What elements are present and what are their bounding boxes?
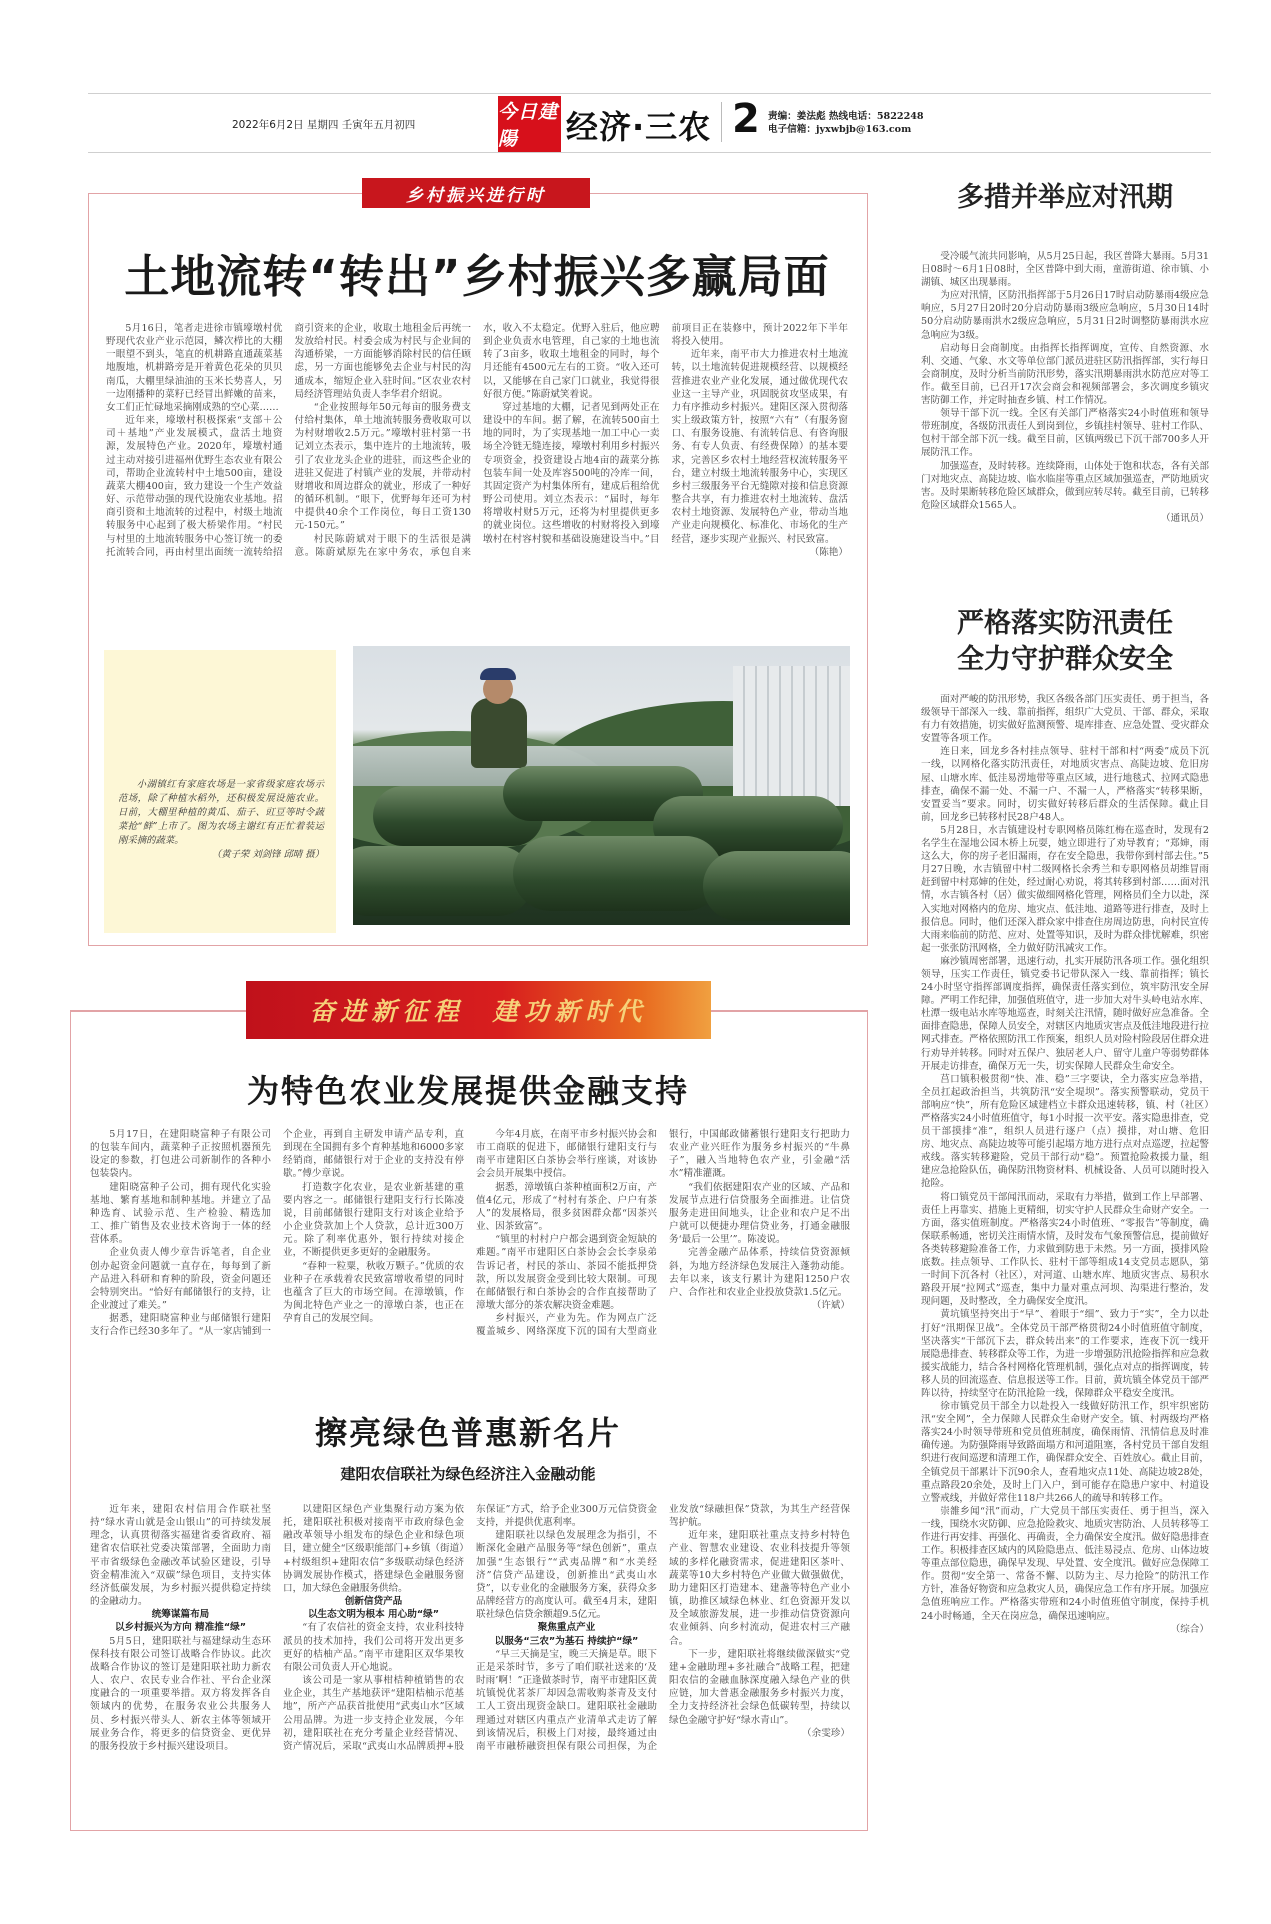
frame-rule-left [70,1010,246,1012]
article-flood-responsibility-body [921,693,1209,1636]
paragraph: “有了农信社的资金支持，农业科技特派员的技术加持，我们公司将开发出更多更好的桔柚产品。”南平市建阳区双华果牧有限公司负责人开心地说。 [283,1622,464,1673]
paragraph: 村民陈蔚斌对于眼下的生活很是满意。陈蔚斌原先在家中务农，承包自来水，收入不太稳定。优野入驻后，他应聘到企业负责水电管理，自己家的土地也流转了3亩多，收取土地租金的同时，每个月还能有4500元左右的工资。“收入还可以，又能够在自己家门口就业，我觉得很好很方便。”陈蔚斌笑着说。 [294,323,660,558]
paragraph: “镇里的村村户户都会遇到资金短缺的难题。”南平市建阳区白茶协会会长李泉弟告诉记者，村民的茶山、茶园不能抵押贷款，所以发展资金受到比较大限制。可现在邮储银行和白茶协会的合作直接帮助了漳墩大部分的茶农解决资金难题。 [476,1234,657,1312]
editor-email: 电子信箱：jyxwbjb@163.com [768,124,912,135]
paragraph: “我们依据建阳农产业的区域、产品和发展节点进行信贷服务全面推进。让信贷服务走进田间地头，让企业和农户足不出户就可以便捷办理信贷业务，打通金融服务‘最后一公里’”。陈凌说。 [669,1181,850,1246]
banner-right-text: 建功新时代 [492,997,648,1026]
subheading: 以服务“三农”为基石 持续护“绿” [494,1635,639,1647]
paragraph: 下一步，建阳联社将继续做深做实“党建+金融助理+多社融合”战略工程，把建阳农信的金融血脉深度融入绿色产业的供应链，加大普惠金融服务乡村振兴力度，全力支持经济社会绿色低碳转型，持续以绿色金融守护好“绿水青山”。 [669,1648,850,1726]
paragraph: “早三天摘是宝，晚三天摘是草。眼下正是采茶时节，多亏了咱们联社送来的‘及时雨’啊！”正逢做茶时节，南平市建阳区黄坑镇悦优茗茶厂却因急需收购茶青及支付工人工资出现资金缺口。建阳联社金融助理通过对辖区内重点产业清单式走访了解到该情况后，积极上门对接，最终通过由南平市融桥融资担保有限公司担保，为企业发放“绿融担保”贷款，为其生产经营保驾护航。 [476,1504,850,1752]
frame-rule-right [711,1010,868,1012]
paragraph: 为应对汛情，区防汛指挥部于5月26日17时启动防暴雨4级应急响应，5月27日20时20分启动防暴雨3级应急响应，5月30日14时50分启动防暴雨洪水2级应急响应，5月31日2时调整防暴雨洪水应急响应为3级。 [921,290,1209,341]
paragraph: 莒口镇积极贯彻“快、准、稳”三字要诀，全力落实应急举措，全员扛起政治担当，共筑防汛“安全堤坝”。落实预警联动，党员干部响应“快”，所有危险区域建档立卡群众迅速转移，镇、村（社区）严格落实24小时值班值守，每1小时报一次平安。落实隐患排查，党员干部摸排“准”，组织人员进行逐户（点）摸排，对山塘、危旧房、地灾点、高陡边坡等可能引起塌方地方进行点对点巡逻，拉起警戒线。落实转移避险，党员干部行动“稳”。预置抢险救援力量，组建应急抢险队伍，确保防汛物资材料、机械设备、人员可以随时投入抢险。 [921,1073,1209,1190]
headline-line-2: 全力守护群众安全 [957,644,1173,675]
byline: （余雯珍） [802,1727,850,1739]
paragraph: 面对严峻的防汛形势，我区各级各部门压实责任、勇于担当，各级领导干部深入一线、靠前指挥，组织广大党员、干部、群众，采取有力有效措施，切实做好监测预警、堤库排查、应急处置、受灾群众安置等各项工作。 [921,694,1209,745]
column-banner-new-journey [246,981,711,1039]
photo-caption: 小湖镇红有家庭农场是一家省级家庭农场示范场，除了种植水稻外，还积极发展设施农业。日前，大棚里种植的黄瓜、茄子、豇豆等时令蔬菜抢“鲜”上市了。图为农场主谢红有正忙着装运刚采摘的蔬菜。 [118,779,324,846]
paragraph: 徐市镇党员干部全力以赴投入一线做好防汛工作，织牢织密防汛“安全网”，全力保障人民群众生命财产安全。镇、村两级均严格落实24小时领导带班和党员值班制度，确保雨情、汛情信息及时准确传递。为防强降雨导致路面塌方和河道阻塞，各村党员干部自发组织进行夜间巡逻和清理工作，确保群众安全、百姓放心。截止目前，全镇党员干部累计下沉90余人，查看地灾点11处、高陡边坡28处，重点路段20余处，及时上门入户，到可能存在隐患户家中、村道设立警戒线，并做好常住118户共266人的疏导和转移工作。 [921,1401,1209,1504]
editor-info [768,110,924,136]
header-top-rule [88,93,1211,94]
paragraph: 5月17日，在建阳晓富种子有限公司的包装车间内，蔬菜种子正按照机器预先设定的参数，打包进公司新制作的各种小包装袋内。 [90,1129,271,1180]
editor-hotline: 责编：姜法彪 热线电话：5822248 [768,111,924,122]
article-finance-body [90,1128,850,1396]
paragraph: 穿过基地的大棚，记者见到两处正在建设中的车间。据了解，在流转500亩土地的同时，为了实现基地一加工中心一卖场全冷链无缝连接，壕墩村利用乡村振兴专项资金，投资建设占地4亩的蔬菜分拣包装车间一处及库容500吨的冷库一间，其固定资产为村集体所有，建成后租给优野公司使用。刘立杰表示：“届时，每年将增收村财5万元，还将为村里提供更多的就业岗位。这些增收的村财将投入到壕墩村在村容村貌和基础设施建设当中。”目前项目正在装修中，预计2022年下半年将投入使用。 [483,323,848,545]
paragraph: “春种一粒粟，秋收万颗子。”优质的农业种子在承载着农民致富增收希望的同时也蕴含了巨大的市场空间。在漳墩镇，作为闽北特色产业之一的漳墩白茶，也正在孕育自己的发展空间。 [283,1260,464,1325]
paragraph: 完善金融产品体系，持续信贷资源倾斜，为地方经济绿色发展注入蓬勃动能。去年以来，该支行累计为建阳1250户农户、合作社和农业企业投放贷款1.5亿元。 [669,1247,850,1298]
headline-flood-measures: 多措并举应对汛期 [957,182,1173,213]
photo-farmer-cucumbers [353,646,850,925]
paragraph: 黄坑镇坚持突出于“早”、着眼于“细”、致力于“实”，全力以赴打好“汛期保卫战”。全体党员干部严格贯彻24小时值班值守制度，坚决落实“干部沉下去，群众转出来”的工作要求，连夜下沉一线开展隐患排查、转移群众等工作，为进一步增强防汛抢险指挥和应急救援实战能力，结合各村网格化管理机制，强化点对点的指挥调度，转移人员的回流巡查、信息报送等工作。目前，黄坑镇全体党员干部严阵以待，持续坚守在防汛抢险一线，保障群众平稳安全度汛。 [921,1309,1209,1399]
paragraph: 5月5日，建阳联社与福建绿动生态环保科技有限公司签订战略合作协议。此次战略合作协议的签订是建阳联社助力新农人、农户、农民专业合作社、平台企业深度融合的一项重要举措。双方将发挥各自领域内的优势，在服务农业公共服务人员、乡村振兴带头人、新农主体等领域开展业务合作，将更多的信贷资金、更优异的服务投放于乡村振兴建设项目。 [90,1635,271,1752]
byline: （综合） [1170,1623,1209,1635]
paragraph: 近年来，南平市大力推进农村土地流转，以土地流转促进规模经营、以规模经营推进农业产业化发展，通过做优现代农业这一主导产业，巩固脱贫攻坚成果，有力有序推动乡村振兴。建阳区深入贯彻落实上级政策方针，按照“六有”（有服务窗口、有服务设施、有流转信息、有咨询服务、有专人负责、有经费保障）的基本要求，完善区乡农村土地经营权流转服务平台，建立村级土地流转服务中心，实现区乡村三级服务平台无缝隙对接和信息资源整合共享，有力推进农村土地流转、盘活农村土地资源、发展特色产业，带动当地产业走向规模化、标准化、市场化的生产经营，逐步实现产业振兴、村民致富。 [671,349,848,545]
paragraph: 受冷暖气流共同影响，从5月25日起，我区普降大暴雨。5月31日08时～6月1日08时，全区普降中到大雨，童游街道、徐市镇、小湖镇、城区出现暴雨。 [921,251,1209,289]
paragraph: 加强巡查，及时转移。连续降雨，山体处于饱和状态，各有关部门对地灾点、高陡边坡、临水临崖等重点区域加强巡查，严防地质灾害。及时果断转移危险区域群众，做到应转尽转。截至目前，已转移危险区域群众1565人。 [921,460,1209,511]
newspaper-logo: 今日建陽 [498,96,561,152]
paragraph: 乡村振兴，产业为先。作为网点广泛覆盖城乡、网络深度下沉的国有大型商业银行，中国邮政储蓄银行建阳支行把助力农业产业兴旺作为服务乡村振兴的“牛鼻子”，融入当地特色农产业，引金融“活水”精准灌溉。 [476,1129,850,1338]
paragraph: 5月28日，水吉镇建设村专职网格员陈红梅在巡查时，发现有2名学生在湿地公园木桥上玩耍，她立即进行了劝导教育；“郑婶，雨这么大，你的房子老旧漏雨，存在安全隐患，我带你到村部去住。”5月27日晚，水吉镇留中村二级网格长余秀兰和专职网格员胡维冒雨赶到留中村郑婶的住处，经过耐心劝说，将其转移到村部……面对汛情，水吉镇各村（居）做实做细网格化管理，网格员们全力以赴，深入实地对网格内的危房、地灾点、低洼地、道路等进行排查，及时上报信息。同时，他们还深入群众家中排查住房周边防患，向村民宣传大雨来临前的防范、应对、处置等知识，及时为群众排忧解难，织密起一张张防汛网格，全力做好防汛减灾工作。 [921,824,1209,954]
headline-green-finance: 擦亮绿色普惠新名片 [314,1414,621,1452]
paragraph: 近年来，建阳联社重点支持乡村特色产业、智慧农业建设、农业科技提升等领域的多样化融资需求，促进建阳区茶叶、蔬菜等10大乡村特色产业做大做强做优，助力建阳区打造建本、建盏等特色产业小镇，助推区域绿色林业、红色资源开发以及全域旅游发展，进一步推动信贷资源向农业倾斜、向乡村流动，促进农村三产融合。 [669,1530,850,1647]
paragraph: 建阳联社以绿色发展理念为指引，不断深化金融产品服务等“绿色创新”，重点加强“生态银行”“武夷品牌”和“水美经济”信贷产品建设，创新推出“武夷山水贷”，以专业化的金融服务方案，获得众多品牌经营方的高度认可。截至4月末，建阳联社绿色信贷余额超9.5亿元。 [476,1530,657,1621]
paragraph: 据悉，漳墩镇白茶种植面积2万亩，产值4亿元，形成了“村村有茶企、户户有茶人”的发展格局，很多贫困群众都“因茶兴业、因茶致富”。 [476,1181,657,1233]
headline-finance-support: 为特色农业发展提供金融支持 [246,1072,689,1110]
subheading: 聚焦重点产业 [537,1622,596,1634]
paragraph: 以建阳区绿色产业集聚行动方案为依托，建阳联社积极对接南平市政府绿色金融改革领导小组发布的绿色企业和绿色项目，建立健全“区级职能部门+乡镇（街道）+村级组织+建阳农信”多级联动绿色经济协调发展协作模式，搭建绿色金融服务窗口，加大绿色金融服务供给。 [283,1504,464,1594]
article-land-transfer-body [106,322,848,638]
subheading: 以乡村振兴为方向 精准推“绿” [114,1622,247,1634]
paragraph: 麻沙镇周密部署，迅速行动，扎实开展防汛各项工作。强化组织领导，压实工作责任，镇党委书记带队深入一线、靠前指挥；镇长24小时坚守指挥部调度指挥，确保责任落实到位，筑牢防汛安全屏障。严明工作纪律，加强值班值守，进一步加大对牛头岭电站水库、杜潭一级电站水库等地巡查，时刻关注汛情，随时做好应急准备。全面排查隐患，保障人员安全，对辖区内地质灾害点及低洼地段进行拉网式排查。严格依照防汛工作预案，组织人员对险村险段居住群众进行劝导并转移。同时对五保户、独居老人户、留守儿童户等弱势群体开展走访排查，确保万无一失，切实保障人民群众生命安全。 [921,955,1209,1072]
subheadline-green-finance: 建阳农信联社为绿色经济注入金融动能 [340,1465,596,1483]
subheading: 以生态文明为根本 用心助“绿” [307,1609,440,1621]
byline: （许斌） [811,1300,850,1312]
column-banner-rural-revival: 乡村振兴进行时 [362,178,590,208]
paragraph: 建阳晓富种子公司，拥有现代化实验基地、繁育基地和制种基地。并建立了品种选育、试验示范、生产检验、精选加工、推广销售及农业技术咨询于一体的经营体系。 [90,1181,271,1246]
paragraph: 连日来，回龙乡各村挂点领导、驻村干部和村“两委”成员下沉一线，以网格化落实防汛责任，对地质灾害点、高陡边坡、危旧房屋、山塘水库、低洼易涝地带等重点区域，进行地毯式、拉网式隐患排查，确保不漏一处、不漏一户、不漏一人，严格落实“转移果断，安置妥当”要求。同时，切实做好转移后群众的生活保障。截止目前，回龙乡已转移村民28户48人。 [921,746,1209,823]
paragraph: 今年4月底，在南平市乡村振兴协会和市工商联的促进下，邮储银行建阳支行与南平市建阳区白茶协会举行座谈，对该协会会员开展集中授信。 [476,1129,657,1180]
paragraph: 近年来，壕墩村积极探索“支部＋公司＋基地”产业发展模式，盘活土地资源，发展特色产业。2020年，壕墩村通过主动对接引进福州优野生态农业有限公司，帮助企业流转村中土地500亩，建设蔬菜大棚400亩，致力建设一个生产效益好、示范带动强的现代设施农业基地。招商引资和土地流转的过程中，村级土地流转服务中心起到了极大桥梁作用。“村民与村里的土地流转服务中心签订统一的委托流转合同，再由村里出面统一流转给招商引资来的企业，收取土地租金后再统一发放给村民。村委会成为村民与企业间的沟通桥梁，一方面能够消除村民的信任顾虑，另一方面也能够免去企业与村民的沟通成本，缩短企业入驻时间。”区农业农村局经济管理站负责人李华君介绍说。 [106,323,471,558]
paragraph: 据悉，建阳晓富种业与邮储银行建阳支行合作已经30多年了。“从一家店铺到一个企业，再到自主研发申请产品专利，直到现在全国拥有多个育种基地和6000多家经销商，邮储银行对于企业的支持没有停歇。”傅少章说。 [90,1129,464,1338]
header-divider [721,102,722,142]
paragraph: 崇雒乡闻“汛”而动，广大党员干部压实责任、勇于担当，深入一线，围绕水灾防御、应急抢险救灾、地质灾害防治、人员转移等工作进行再安排、再强化、再确责，全力确保安全度汛。做好隐患排查工作。积极排查区域内的风险隐患点、低洼易浸点、危房、山体边坡等重点部位隐患，确保早发现、早处置、安全度汛。做好应急保障工作。贯彻“安全第一、常备不懈、以防为主、尽力抢险”的防汛工作方针，准备好物资和应急救灾人员，确保应急工作有序开展。加强应急值班响应工作。严格落实带班和24小时值班值守制度，保持手机24小时畅通，全天在岗应急，确保迅速响应。 [921,1505,1209,1622]
headline-line-1: 严格落实防汛责任 [957,608,1173,639]
paragraph: “企业按照每年50元每亩的服务费支付给村集体，单土地流转服务费收取可以为村财增收2.5万元。”壕墩村驻村第一书记刘立杰表示，集中连片的土地流转，吸引了农业龙头企业的进驻，而这些企业的进驻又促进了村镇产业的发展，并带动村财增收和周边群众的就业，形成了一种好的循环机制。“眼下，优野每年还可为村中提供40余个工作岗位，每日工资130元-150元。” [294,401,471,532]
paragraph: 打造数字化农业，是农业新基建的重要内容之一。邮储银行建阳支行行长陈凌说，目前邮储银行建阳支行对该企业给予小企业贷款加上个人贷款，总计近300万元。除了利率优惠外，银行持续对接企业，不断提供更多更好的金融服务。 [283,1181,464,1259]
banner-left-text: 奋进新征程 [309,997,465,1026]
subheading: 创新信贷产品 [344,1596,403,1608]
photo-credit: （黄子荣 刘剑锋 邱晴 摄） [211,849,324,860]
issue-date: 2022年6月2日 星期四 壬寅年五月初四 [232,119,416,131]
paragraph: 领导干部下沉一线。全区有关部门严格落实24小时值班和领导带班制度，各级防汛责任人到岗到位，乡镇挂村领导、驻村工作队、包村干部全部下沉一线。截至目前，区镇两级已下沉干部700多人开展防汛工作。 [921,408,1209,459]
article-green-finance-body [90,1503,850,1821]
article-flood-measures-body [921,250,1209,525]
paragraph: 近年来，建阳农村信用合作联社坚持“绿水青山就是金山银山”的可持续发展理念，认真贯彻落实福建省委省政府、福建省农信联社党委决策部署，全面助力南平市省级绿色金融改革试验区建设，引导资金精准流入“双碳”绿色项目，支持实体经济低碳发展，为乡村振兴提供稳定持续的金融动力。 [90,1504,271,1608]
paragraph: 启动每日会商制度。由指挥长指挥调度，宣传、自然资源、水利、交通、气象、水文等单位部门派员进驻区防汛指挥部，实行每日会商制度，及时分析当前防汛形势，落实汛期暴雨洪水防范应对等工作。截至目前，已召开17次会商会和视频部署会，多次调度乡镇灾害防御工作，并定时抽查乡镇、村工作情况。 [921,342,1209,407]
subheading: 统筹谋篇布局 [151,1609,210,1621]
headline-land-transfer: 土地流转“转出”乡村振兴多赢局面 [124,250,830,303]
section-title: 经济·三农 [566,108,712,146]
paragraph: 企业负责人傅少章告诉笔者，自企业创办起资金问题就一直存在，每每到了新产品进入科研和育种的阶段，资金问题还会特别突出。“恰好有邮储银行的支持，让企业渡过了难关。” [90,1247,271,1312]
paragraph: 将口镇党员干部闻汛而动，采取有力举措，做到工作上早部署、责任上再靠实、措施上更精细，切实守护人民群众生命财产安全。一方面，落实值班制度。严格落实24小时值班、“零报告”等制度，确保联系畅通，密切关注雨情水情，及时发布气象预警信息，提前做好各类转移避险准备工作，力求做到防患于未然。另一方面，摸排风险底数。挂点领导、工作队长、驻村干部等组成14支党员志愿队，第一时间下沉各村（社区），对河道、山塘水库、地质灾害点、易积水路段开展“拉网式”巡查，集中力量对重点河坝、沟渠进行整治，发现问题，及时整改，全力确保安全度汛。 [921,1191,1209,1308]
paragraph: 5月16日，笔者走进徐市镇壕墩村优野现代农业产业示范园，鳞次栉比的大棚一眼望不到头，笔直的机耕路直通蔬菜基地腹地，机耕路旁是开着黄色花朵的贝贝南瓜，大棚里绿油油的玉米长势喜人，另一边刚播种的菜籽已经冒出鲜嫩的苗来，女工们正忙碌地采摘刚成熟的空心菜…… [106,323,283,413]
photo-caption-box [104,650,336,933]
paragraph: 该公司是一家从事柑桔种植销售的农业企业，其生产基地获评“建阳桔柚示范基地”，所产产品获首批使用“武夷山水”区域公用品牌。为进一步支持企业发展，今年初，建阳联社在充分考量企业经营情况、资产情况后，采取“武夷山水品牌质押+股东保证”方式，给予企业300万元信贷资金支持，并提供优惠利率。 [283,1504,657,1752]
byline: （陈艳） [809,546,848,558]
header-bottom-rule [88,152,1211,153]
page-number: 2 [732,96,760,142]
byline: （通讯员） [1161,512,1209,524]
headline-flood-responsibility [921,606,1209,678]
